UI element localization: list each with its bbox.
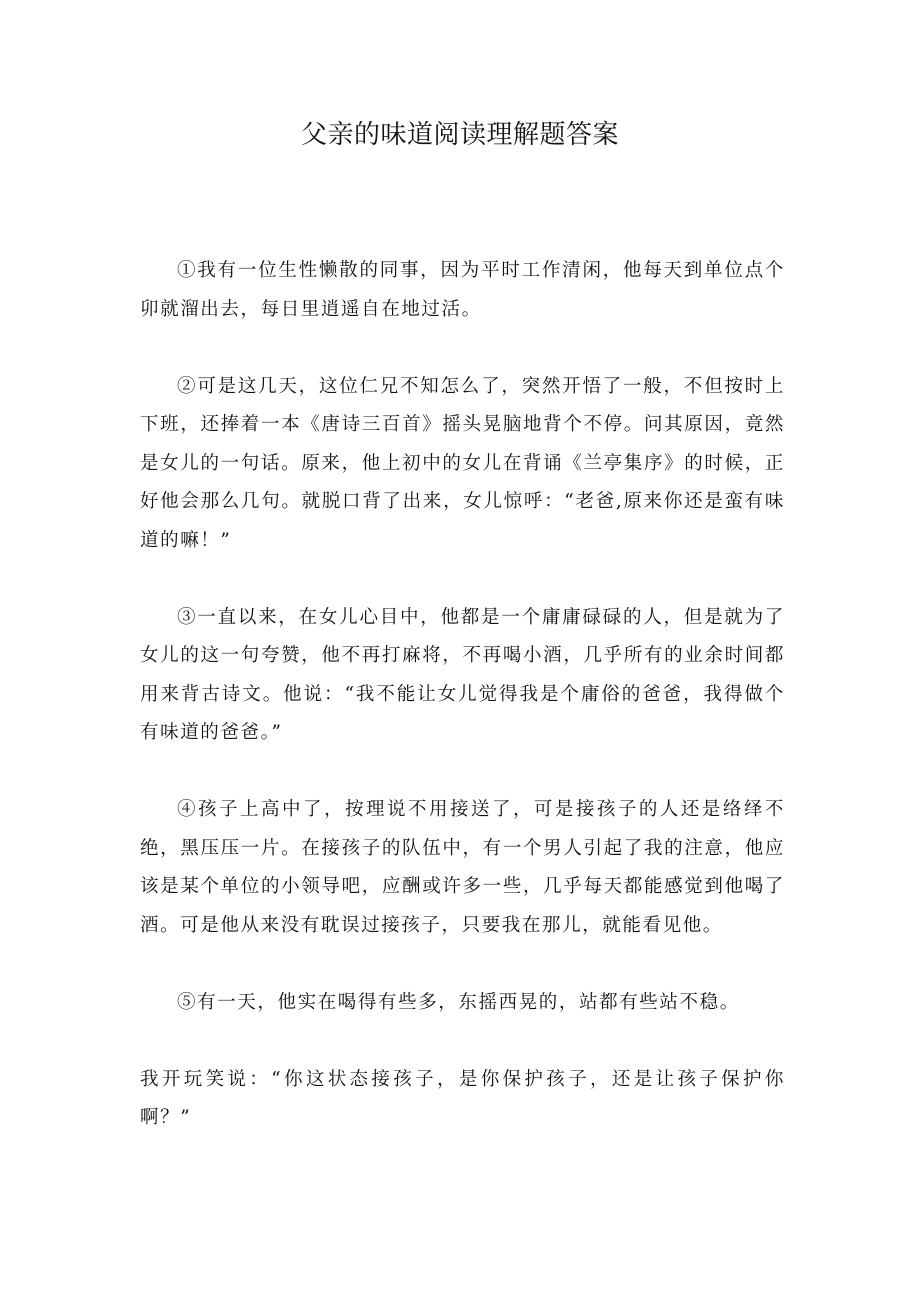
paragraph-5: ⑤有一天，他实在喝得有些多，东摇西晃的，站都有些站不稳。 <box>177 991 740 1013</box>
paragraph-1: ①我有一位生性懒散的同事，因为平时工作清闲，他每天到单位点个卯就溜出去，每日里逍遥自在地过活。 <box>140 260 785 320</box>
document-title: 父亲的味道阅读理解题答案 <box>300 120 619 150</box>
paragraph-4: ④孩子上高中了，按理说不用接送了，可是接孩子的人还是络绎不绝，黑压压一片。在接孩子的队伍中，有一个男人引起了我的注意，他应该是某个单位的小领导吧，应酬或许多一些，几乎每天都能感觉到他喝了酒。可是他从来没有耽误过接孩子，只要我在那儿，就能看见他。 <box>140 799 785 936</box>
paragraph-6: 我开玩笑说：“你这状态接孩子，是你保护孩子，还是让孩子保护你啊？” <box>140 1068 785 1128</box>
paragraph-3: ③一直以来，在女儿心目中，他都是一个庸庸碌碌的人，但是就为了女儿的这一句夸赞，他不再打麻将，不再喝小酒，几乎所有的业余时间都用来背古诗文。他说：“我不能让女儿觉得我是个庸俗的爸爸，我得做个有味道的爸爸。” <box>140 606 785 743</box>
document-body <box>140 252 785 1176</box>
paragraph-2: ②可是这几天，这位仁兄不知怎么了，突然开悟了一般，不但按时上下班，还捧着一本《唐诗三百首》摇头晃脑地背个不停。问其原因，竟然是女儿的一句话。原来，他上初中的女儿在背诵《兰亭集序》的时候，正好他会那么几句。就脱口背了出来，女儿惊呼：“老爸,原来你还是蛮有味道的嘛！” <box>140 375 785 551</box>
